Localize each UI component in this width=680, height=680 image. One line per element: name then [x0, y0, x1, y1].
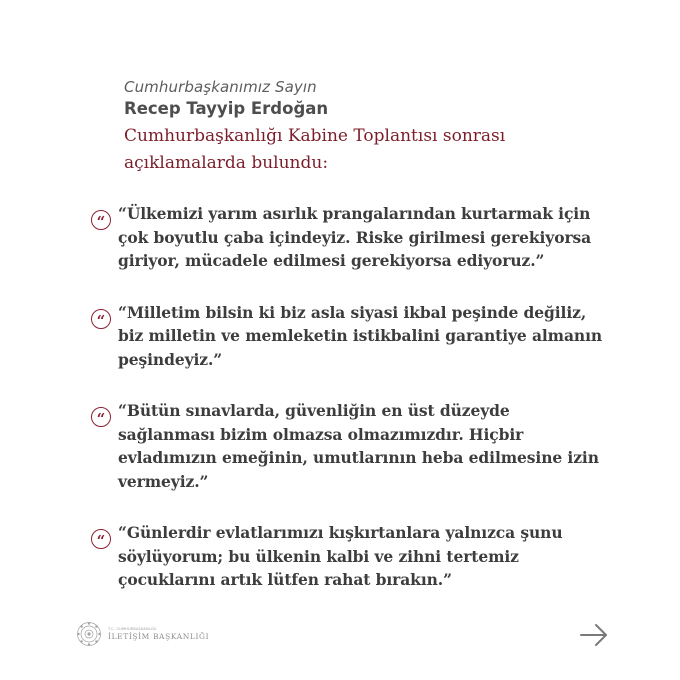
quote-text: “Günlerdir evlatlarımızı kışkırtanlara yalnızca şunu söylüyorum; bu ülkenin kalbi ve zihni tertemiz çocuklarını artık lütfen rahat bırakın.” — [118, 523, 563, 589]
logo-small-text: T.C. CUMHURBAŞKANLIĞI — [108, 627, 157, 631]
quote-mark-icon: “ — [91, 309, 111, 329]
quote-mark-icon: “ — [91, 529, 111, 549]
arrow-right-icon[interactable] — [579, 622, 609, 648]
quote-mark-icon: “ — [91, 407, 111, 427]
quote-mark-icon: “ — [91, 210, 111, 230]
iletisim-logo — [76, 621, 209, 647]
speaker-name: Recep Tayyip Erdoğan — [124, 99, 329, 118]
subtitle: Cumhurbaşkanımız Sayın — [124, 78, 317, 96]
quote-item — [91, 202, 611, 273]
quote-item — [91, 521, 611, 592]
logo-main-text: İLETİŞİM BAŞKANLIĞI — [108, 632, 210, 641]
emblem-icon — [76, 621, 102, 647]
headline-line-1: Cumhurbaşkanlığı Kabine Toplantısı sonrası — [124, 126, 506, 146]
logo-text — [108, 626, 209, 642]
header — [124, 77, 604, 177]
headline-line-2: açıklamalarda bulundu: — [124, 153, 329, 173]
quote-text: “Bütün sınavlarda, güvenliğin en üst düzeyde sağlanması bizim olmazsa olmazımızdır. Hiçbir evladımızın emeğinin, umutlarının heba edilmesine izin vermeyiz.” — [118, 401, 599, 491]
headline — [124, 123, 604, 177]
quote-text: “Milletim bilsin ki biz asla siyasi ikbal peşinde değiliz, biz milletin ve memleketin istikbalini garantiye almanın peşindeyiz.” — [118, 302, 603, 369]
quote-text: “Ülkemizi yarım asırlık prangalarından kurtarmak için çok boyutlu çaba içindeyiz. Riske girilmesi gerekiyorsa giriyor, mücadele edilmesi gerekiyorsa ediyoruz.” — [118, 204, 592, 270]
quote-list — [91, 202, 611, 620]
quote-item — [91, 301, 611, 372]
quote-item — [91, 399, 611, 493]
